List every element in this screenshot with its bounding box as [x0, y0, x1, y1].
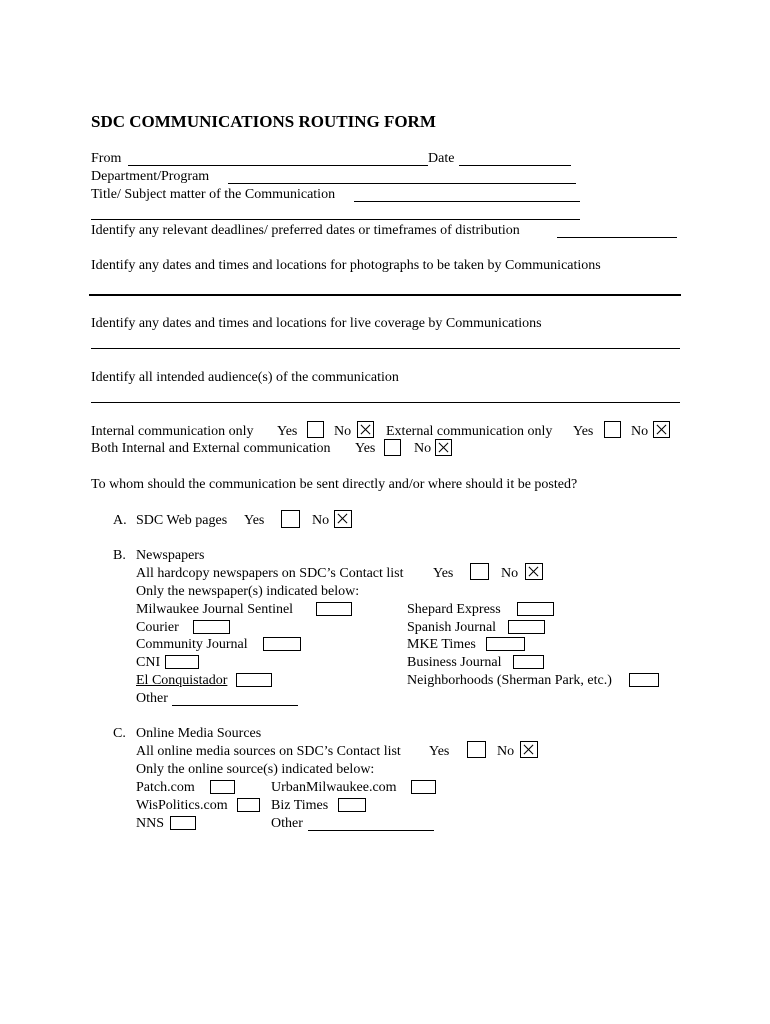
external-only-label: External communication only	[386, 424, 553, 439]
photographs-label: Identify any dates and times and locations for photographs to be taken by Communications	[91, 258, 601, 273]
live-coverage-label: Identify any dates and times and locations for live coverage by Communications	[91, 316, 542, 331]
online-source-item: Biz Times	[271, 798, 329, 813]
newspaper-item: Courier	[136, 620, 179, 635]
internal-no-label: No	[334, 424, 352, 439]
newspaper-item: Milwaukee Journal Sentinel	[136, 602, 294, 617]
internal-yes-label: Yes	[277, 424, 298, 439]
newspaper-other-field[interactable]	[172, 705, 298, 706]
deadlines-label: Identify any relevant deadlines/ preferred dates or timeframes of distribution	[91, 223, 520, 238]
online-source-item: NNS	[136, 816, 165, 831]
external-yes-label: Yes	[573, 424, 594, 439]
all-online-yes-checkbox[interactable]	[467, 741, 486, 758]
newspaper-item: CNI	[136, 655, 161, 670]
newspaper-checkbox[interactable]	[165, 655, 199, 669]
newspaper-checkbox[interactable]	[486, 637, 525, 651]
all-newspapers-yes-label: Yes	[433, 566, 454, 581]
newspaper-item: MKE Times	[407, 637, 476, 652]
all-newspapers-label: All hardcopy newspapers on SDC’s Contact list	[136, 566, 404, 581]
newspaper-other-label: Other	[136, 691, 168, 706]
form-title: SDC COMMUNICATIONS ROUTING FORM	[91, 112, 436, 131]
live-coverage-field[interactable]	[91, 348, 680, 349]
online-source-item: Patch.com	[136, 780, 195, 795]
external-no-label: No	[631, 424, 649, 439]
from-field[interactable]	[128, 165, 428, 166]
online-source-checkbox[interactable]	[237, 798, 260, 812]
audiences-field[interactable]	[91, 402, 680, 403]
internal-only-label: Internal communication only	[91, 424, 254, 439]
subject-field[interactable]	[354, 201, 580, 202]
online-other-label: Other	[271, 816, 303, 831]
newspaper-item: Community Journal	[136, 637, 248, 652]
both-yes-checkbox[interactable]	[384, 439, 401, 456]
all-online-no-label: No	[497, 744, 515, 759]
web-pages-no-label: No	[312, 513, 330, 528]
department-label: Department/Program	[91, 169, 210, 184]
internal-no-checkbox[interactable]	[357, 421, 374, 438]
online-source-item: WisPolitics.com	[136, 798, 228, 813]
online-source-checkbox[interactable]	[411, 780, 436, 794]
both-no-label: No	[414, 441, 432, 456]
web-pages-yes-checkbox[interactable]	[281, 510, 300, 528]
internal-yes-checkbox[interactable]	[307, 421, 324, 438]
external-no-checkbox[interactable]	[653, 421, 670, 438]
all-online-no-checkbox[interactable]	[520, 741, 538, 758]
newspaper-checkbox[interactable]	[236, 673, 272, 687]
only-online-label: Only the online source(s) indicated below:	[136, 762, 375, 777]
newspaper-checkbox[interactable]	[513, 655, 544, 669]
web-pages-label: SDC Web pages	[136, 513, 228, 528]
department-field[interactable]	[228, 183, 576, 184]
newspapers-heading: Newspapers	[136, 548, 205, 563]
distribution-question: To whom should the communication be sent directly and/or where should it be posted?	[91, 477, 578, 492]
newspaper-checkbox[interactable]	[629, 673, 659, 687]
all-online-label: All online media sources on SDC’s Contact list	[136, 744, 401, 759]
all-online-yes-label: Yes	[429, 744, 450, 759]
external-yes-checkbox[interactable]	[604, 421, 621, 438]
newspaper-item: Spanish Journal	[407, 620, 497, 635]
both-label: Both Internal and External communication	[91, 441, 331, 456]
subject-field-continued[interactable]	[91, 219, 580, 220]
section-c-marker: C.	[113, 726, 126, 741]
newspaper-item: Neighborhoods (Sherman Park, etc.)	[407, 673, 612, 688]
from-label: From	[91, 151, 122, 166]
audiences-label: Identify all intended audience(s) of the communication	[91, 370, 399, 385]
section-a-marker: A.	[113, 513, 127, 528]
both-yes-label: Yes	[355, 441, 376, 456]
online-source-checkbox[interactable]	[170, 816, 196, 830]
online-source-item: UrbanMilwaukee.com	[271, 780, 397, 795]
deadlines-field[interactable]	[557, 237, 677, 238]
date-label: Date	[428, 151, 455, 166]
online-source-checkbox[interactable]	[210, 780, 235, 794]
newspaper-item: Business Journal	[407, 655, 502, 670]
online-source-checkbox[interactable]	[338, 798, 366, 812]
newspaper-checkbox[interactable]	[316, 602, 352, 616]
date-field[interactable]	[459, 165, 571, 166]
web-pages-no-checkbox[interactable]	[334, 510, 352, 528]
all-newspapers-no-label: No	[501, 566, 519, 581]
only-newspapers-label: Only the newspaper(s) indicated below:	[136, 584, 360, 599]
online-other-field[interactable]	[308, 830, 434, 831]
all-newspapers-no-checkbox[interactable]	[525, 563, 543, 580]
newspaper-item: Shepard Express	[407, 602, 501, 617]
subject-label: Title/ Subject matter of the Communication	[91, 187, 336, 202]
newspaper-checkbox[interactable]	[263, 637, 301, 651]
section-b-marker: B.	[113, 548, 126, 563]
photographs-field[interactable]	[89, 294, 681, 296]
all-newspapers-yes-checkbox[interactable]	[470, 563, 489, 580]
newspaper-checkbox[interactable]	[193, 620, 230, 634]
online-media-heading: Online Media Sources	[136, 726, 262, 741]
web-pages-yes-label: Yes	[244, 513, 265, 528]
newspaper-checkbox[interactable]	[508, 620, 545, 634]
both-no-checkbox[interactable]	[435, 439, 452, 456]
newspaper-item: El Conquistador	[136, 673, 228, 688]
newspaper-checkbox[interactable]	[517, 602, 554, 616]
